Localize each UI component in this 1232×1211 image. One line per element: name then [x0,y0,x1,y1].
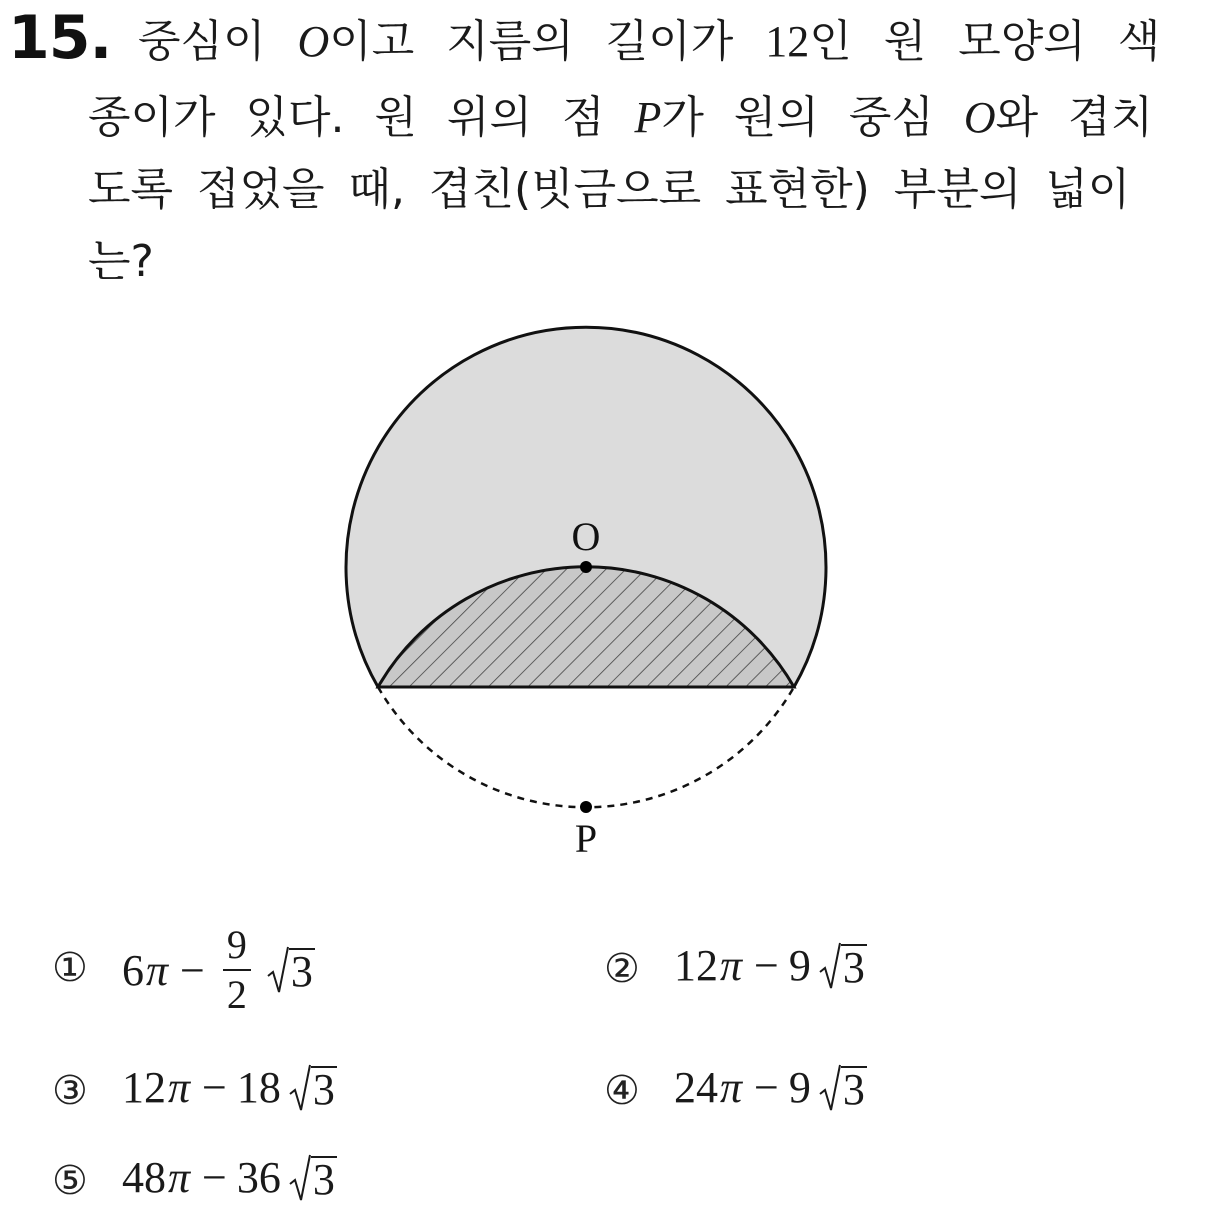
minus-sign: − [202,1153,227,1202]
minus-sign: − [754,941,779,990]
pi-symbol: π [720,1063,743,1112]
square-root [819,1064,867,1112]
coefficient: 12 [674,941,718,990]
text-segment: 와 겹치 [995,92,1154,143]
question-text-line-4: 는? [88,236,154,287]
pi-symbol: π [720,941,743,990]
radical-sign-icon [819,1064,841,1112]
choice-3-marker: ③ [52,1068,88,1114]
radicand: 3 [312,1064,335,1114]
choice-2-expression [674,940,867,991]
pi-symbol: π [146,945,169,995]
choice-1-marker: ① [52,945,88,991]
fraction [223,922,251,1017]
radical-sign-icon [289,1154,311,1202]
choice-4[interactable] [604,1062,1024,1152]
variable-p: P [634,93,662,142]
choice-5[interactable] [52,1152,472,1210]
radical-sign-icon [267,946,289,994]
question-number: 15. [8,3,112,73]
constant: 36 [236,1153,281,1202]
label-p: P [574,816,598,861]
radicand: 3 [842,1064,865,1114]
choice-5-marker: ⑤ [52,1158,88,1204]
variable-o: O [297,17,330,66]
choice-3-expression [122,1062,337,1113]
coefficient: 6 [122,945,144,995]
coefficient: 48 [122,1153,166,1202]
text-segment: 이고 지름의 길이가 [329,16,766,67]
point-p [580,801,592,813]
minus-sign: − [754,1063,779,1112]
question-text-line-2 [88,88,1153,148]
dashed-folded-arc [378,687,794,807]
choice-2[interactable] [604,940,1024,1030]
choice-2-marker: ② [604,946,640,992]
coefficient: 12 [122,1063,166,1112]
denominator: 2 [226,972,247,1017]
folded-circle-figure [330,310,850,870]
text-segment: 인 원 모양의 색 [809,16,1161,67]
square-root [267,946,315,994]
square-root [289,1154,337,1202]
coefficient: 24 [674,1063,718,1112]
square-root [289,1064,337,1112]
question-text-line-3: 도록 접었을 때, 겹친(빗금으로 표현한) 부분의 넓이 [88,164,1131,215]
constant: 18 [236,1063,281,1112]
choice-3[interactable] [52,1062,472,1152]
variable-o: O [963,93,996,142]
choice-1[interactable] [52,922,472,1017]
radicand: 3 [842,942,865,992]
label-o: O [571,514,601,559]
pi-symbol: π [168,1063,191,1112]
minus-sign: − [202,1063,227,1112]
text-segment: 종이가 있다. 원 위의 점 [88,92,635,143]
pi-symbol: π [168,1153,191,1202]
radical-sign-icon [289,1064,311,1112]
numerator: 9 [226,922,247,967]
text-segment: 중심이 [138,16,298,67]
question-text-line-1 [138,12,1160,72]
choice-5-expression [122,1152,337,1203]
point-o [580,561,592,573]
text-segment: 가 원의 중심 [661,92,964,143]
choice-1-expression [122,922,315,1017]
choice-4-marker: ④ [604,1068,640,1114]
radicand: 3 [290,947,313,996]
choice-4-expression [674,1062,867,1113]
radical-sign-icon [819,942,841,990]
constant: 9 [788,941,811,990]
minus-sign: − [180,945,205,995]
diameter-value: 12 [765,17,810,66]
square-root [819,942,867,990]
constant: 9 [788,1063,811,1112]
radicand: 3 [312,1154,335,1204]
fraction-bar [223,969,251,971]
